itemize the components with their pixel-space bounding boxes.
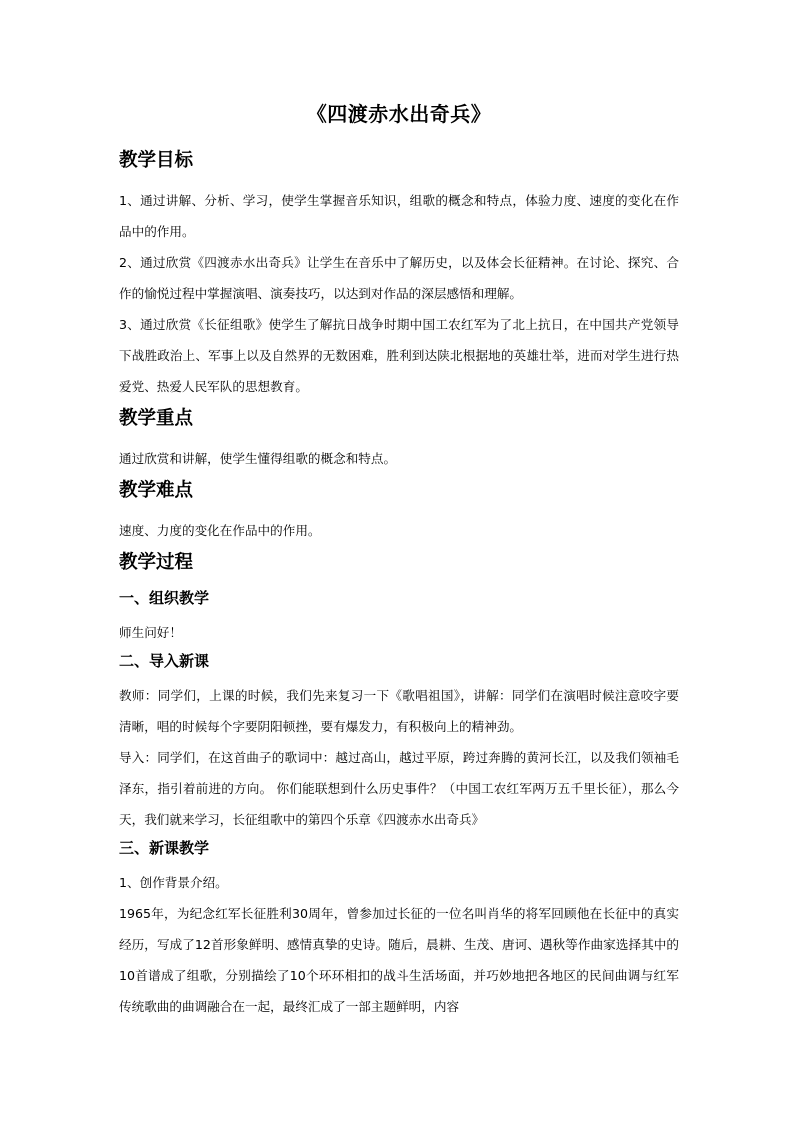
heading-teaching-goals: 教学目标 xyxy=(119,150,194,171)
subheading-introduce-lesson: 二、导入新课 xyxy=(119,652,210,670)
key-points-paragraph: 通过欣赏和讲解，使学生懂得组歌的概念和特点。 xyxy=(119,451,397,466)
goal-paragraph-1: 1、通过讲解、分析、学习，使学生掌握音乐知识，组歌的概念和特点，体验力度、速度的变化在作品中的作用。 xyxy=(119,193,679,239)
document-page xyxy=(119,100,679,1022)
introduce-lesson-paragraph-1: 教师：同学们，上课的时候，我们先来复习一下《歌唱祖国》，讲解：同学们在演唱时候注意咬字要清晰，唱的时候每个字要阴阳顿挫，要有爆发力，有积极向上的精神劲。 xyxy=(119,688,679,734)
document-title: 《四渡赤水出奇兵》 xyxy=(306,102,492,126)
heading-key-points: 教学重点 xyxy=(119,408,194,429)
goal-paragraph-2: 2、通过欣赏《四渡赤水出奇兵》让学生在音乐中了解历史，以及体会长征精神。在讨论、探究、合作的愉悦过程中掌握演唱、演奏技巧，以达到对作品的深层感悟和理解。 xyxy=(119,255,679,301)
organize-class-paragraph: 师生问好！ xyxy=(119,625,182,640)
subheading-organize-class: 一、组织教学 xyxy=(119,589,210,607)
new-lesson-paragraph-2: 1965年，为纪念红军长征胜利30周年，曾参加过长征的一位名叫肖华的将军回顾他在长征中的真实经历，写成了12首形象鲜明、感情真挚的史诗。随后，晨耕、生茂、唐诃、遇秋等作曲家选择其中的10首谱成了组歌，分别描绘了10个环环相扣的战斗生活场面，并巧妙地把各地区的民间曲调与红军传统歌曲的曲调融合在一起，最终汇成了一部主题鲜明，内容 xyxy=(119,906,679,1014)
goal-paragraph-3: 3、通过欣赏《长征组歌》使学生了解抗日战争时期中国工农红军为了北上抗日，在中国共产党领导下战胜政治上、军事上以及自然界的无数困难，胜利到达陕北根据地的英雄壮举，进而对学生进行热爱党、热爱人民军队的思想教育。 xyxy=(119,317,679,394)
subheading-new-lesson: 三、新课教学 xyxy=(119,839,210,857)
heading-teaching-process: 教学过程 xyxy=(119,552,194,573)
introduce-lesson-paragraph-2: 导入：同学们，在这首曲子的歌词中：越过高山，越过平原，跨过奔腾的黄河长江，以及我们领袖毛泽东，指引着前进的方向。 你们能联想到什么历史事件？（中国工农红军两万五千里长征），那么今天，我们就来学习，长征组歌中的第四个乐章《四渡赤水出奇兵》 xyxy=(119,750,679,827)
heading-difficulties: 教学难点 xyxy=(119,480,194,501)
new-lesson-paragraph-1: 1、创作背景介绍。 xyxy=(119,875,228,890)
difficulties-paragraph: 速度、力度的变化在作品中的作用。 xyxy=(119,523,321,538)
